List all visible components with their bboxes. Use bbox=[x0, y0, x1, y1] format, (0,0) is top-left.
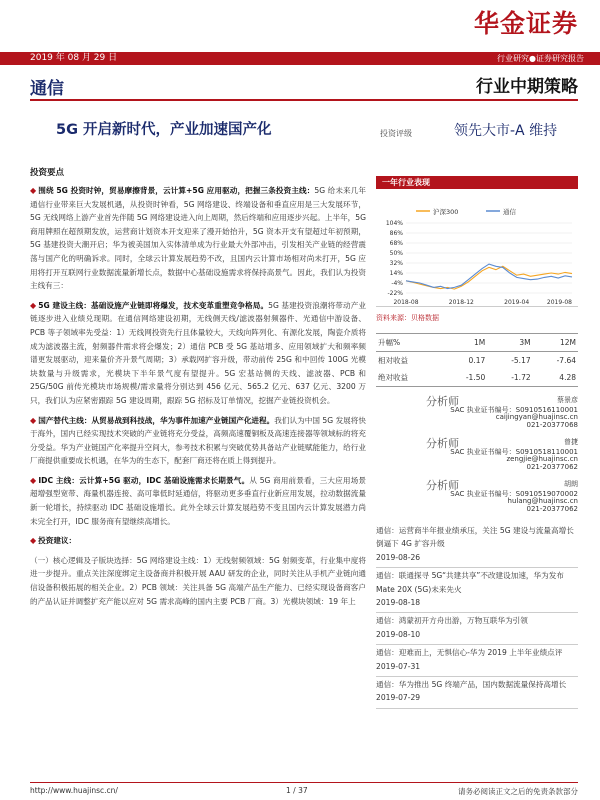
paragraph bbox=[30, 299, 366, 408]
perf-table bbox=[376, 333, 578, 387]
main-content bbox=[30, 166, 366, 614]
paragraph-text: 5G 基建投资浪潮将带动产业链逐步进入业绩兑现期。在通信网络建设初期，无线侧天线/滤波器射频器件、光通信中游设备、PCB 等子领域率先受益：1）无线网投资先行且体量较大，天线向阵列化、有源化发展，陶瓷介质将成为滤波器主流，射频器件需求将会爆发；2）通信 PCB 受 5G 基站增多、应用领域扩大和频率频谱更发展驱动，迎来量价齐升景气周期；3）承载网扩容升级，带动前传 25G 和中回传 100G 光模块数量与升级需求，光模块下半年景气度有望提升。5G 宏基站侧的天线、滤波器、PCB 和 25G/50G 前传光模块市场规模/需求量将分别达到 456 亿元、565.2 亿元、637 亿元、3200 万只，我们认为应紧密跟踪 5G 建设周期，跟踪 5G 招标及订单情况，挖掘产业链投资机会。 bbox=[30, 300, 366, 405]
y-tick-label: 86% bbox=[389, 230, 403, 237]
x-tick-label: 2019-08 bbox=[546, 299, 572, 306]
related-report-title: 通信：运营商半年报业绩承压，关注 5G 建设与流量高增长倒逼下 4G 扩容升级 bbox=[376, 526, 574, 549]
y-tick-label: 14% bbox=[389, 270, 403, 277]
chart-svg bbox=[376, 189, 578, 307]
paragraph-text: 从 5G 商用前景看，三大应用场景超增强型宽带、海量机器连接、高可靠低时延通信，将驱动更多垂直行业新应用发展，拉动数据流量新一轮增长，持续驱动 IDC 基础设施增长。此外全球云计算发展趋势不变且国内云计算发展潜力尚未完全打开，IDC 服务商有望继续高增长。 bbox=[30, 475, 366, 526]
analyst-cert: SAC 执业证书编号：S0910519070002 bbox=[450, 490, 578, 498]
analyst-card bbox=[376, 477, 578, 513]
table-cell: -1.50 bbox=[442, 369, 487, 387]
table-cell: -5.17 bbox=[511, 356, 531, 365]
section-heading: 投资要点 bbox=[30, 168, 65, 178]
industry-name: 通信 bbox=[30, 79, 64, 99]
analyst-label: 分析师 bbox=[426, 479, 459, 492]
analyst-label: 分析师 bbox=[426, 437, 459, 450]
footer-divider bbox=[30, 782, 578, 783]
report-type: 行业中期策略 bbox=[476, 77, 578, 97]
y-tick-label: 50% bbox=[389, 250, 403, 257]
analyst-email[interactable]: caijingyan@huajinsc.cn bbox=[495, 413, 578, 421]
table-cell: 4.28 bbox=[533, 369, 578, 387]
paragraph-text: 我们认为中国 5G 发展将快于海外，国内已经实现技术突破的产业链将充分受益，高频高速覆铜板及高速连接器等领域标的将充分受益。华为产业链国产化率提升空间大，参考技术积累与突破优势具备站产业链赋能能力，给行业厂商提供重要成长机遇，在华为的生态下，配套厂商还将在质上得到提升。 bbox=[30, 415, 367, 466]
table-cell: 绝对收益 bbox=[376, 369, 442, 387]
related-report-date: 2019-07-31 bbox=[376, 661, 421, 671]
analyst-email[interactable]: zengjie@huajinsc.cn bbox=[506, 455, 578, 463]
paragraph bbox=[30, 474, 366, 528]
bullet-icon: ◆ bbox=[30, 186, 37, 195]
related-report-item[interactable] bbox=[376, 523, 578, 568]
table-cell: 相对收益 bbox=[378, 356, 408, 365]
x-tick-label: 2018-12 bbox=[448, 299, 474, 306]
report-tags: 行业研究●证券研究报告 bbox=[497, 54, 584, 63]
analyst-email[interactable]: hulang@huajinsc.cn bbox=[507, 497, 578, 505]
paragraph-text: 5G 给未来几年通信行业带来巨大发展机遇，从投资时钟看，5G 网络建设、终端设备和垂直应用是三大发展环节，5G 无线网络上游产业首先伴随 5G 网络建设进入向上周期，然后终端和应用逐步兴起。上半年，5G 商用牌照在超预期发放，运营商计划资本开支迎来了漫开始抬升，5G 资本开支有望超过年初预期，5G 基建投资大潮开启；华为被美国加入实体清单成为行业最大外部冲击，引发相关产业链的经营震荡与国产化的明确诉求。同时，全球云计算发展趋势不改，且国内云计算市场相对尚未打开，5G 应用将打开互联网行业数据流量新增长点，数据中心基础设施需求将保持高景气。因此，我们认为投资主线有三： bbox=[30, 186, 367, 291]
analyst-label: 分析师 bbox=[426, 395, 459, 408]
analyst-name: 胡朗 bbox=[564, 480, 578, 488]
y-tick-label: -22% bbox=[387, 290, 403, 297]
paragraph: （一）核心逻辑及子版块选择：5G 网络建设主线：1）无线射频领域：5G 射频变革，行业集中度将进一步提升。重点关注深度绑定主设备商并积极开展 AAU 研发的企业，同时关注从手机产业链向通信设备积极拓展的相关企业。2）PCB 领域：关注具备 5G 高端产品生产能力、已经实现设备商客户的产品认证并调整扩充产能以应对 5G 需求高峰的国内主要 PCB 厂商。3）光模块领域：19 年上 bbox=[30, 555, 366, 606]
bullet-icon: ◆ bbox=[30, 536, 37, 546]
related-report-item[interactable] bbox=[376, 645, 578, 677]
related-report-date: 2019-08-26 bbox=[376, 552, 421, 562]
y-tick-label: 104% bbox=[385, 220, 403, 227]
bullet-icon: ◆ bbox=[30, 300, 37, 310]
related-report-item[interactable] bbox=[376, 568, 578, 613]
paragraph-lead: 国产替代主线：从贸易战到科技战，华为事件加速产业链国产化进程。 bbox=[38, 415, 275, 425]
related-report-title: 通信：鸿蒙初开方舟出游，万物互联华为引领 bbox=[376, 616, 528, 626]
x-tick-label: 2019-04 bbox=[504, 299, 530, 306]
related-report-item[interactable] bbox=[376, 677, 578, 709]
report-date: 2019 年 08 月 29 日 bbox=[30, 53, 118, 63]
header-divider bbox=[30, 99, 578, 101]
x-tick-label: 2018-08 bbox=[393, 299, 419, 306]
analyst-cert: SAC 执业证书编号：S0910518110001 bbox=[450, 448, 578, 456]
paragraph-lead: 5G 建设主线：基础设施产业链即将爆发，技术变革重塑竞争格局。 bbox=[38, 300, 269, 310]
table-row bbox=[376, 369, 578, 387]
rating-label: 投资评级 bbox=[380, 129, 412, 138]
y-tick-label: 32% bbox=[389, 260, 403, 267]
paragraph bbox=[30, 184, 366, 293]
table-header-row bbox=[376, 334, 578, 352]
analyst-card bbox=[376, 435, 578, 471]
sub-heading: 投资建议： bbox=[38, 536, 77, 546]
bullet-icon: ◆ bbox=[30, 415, 37, 425]
related-report-date: 2019-07-29 bbox=[376, 693, 421, 703]
related-report-date: 2019-08-10 bbox=[376, 629, 421, 639]
report-title: 5G 开启新时代，产业加速国产化 bbox=[56, 122, 272, 138]
table-header: 升幅% bbox=[376, 334, 442, 352]
analyst-phone: 021-20377062 bbox=[526, 505, 578, 513]
table-row bbox=[376, 352, 578, 370]
rating-value: 领先大市-A 维持 bbox=[454, 123, 558, 139]
related-report-item[interactable] bbox=[376, 613, 578, 645]
sidebar bbox=[376, 176, 578, 709]
related-reports bbox=[376, 523, 578, 709]
paragraph-lead: 围绕 5G 投资时钟，贸易摩擦背景，云计算+5G 应用驱动，把握三条投资主线： bbox=[38, 186, 315, 195]
analyst-name: 曾捷 bbox=[564, 438, 578, 446]
company-logo: 华金证券 bbox=[473, 9, 578, 38]
legend-label: 通信 bbox=[503, 208, 516, 216]
paragraph-lead: IDC 主线：云计算+5G 驱动，IDC 基础设施需求长期景气。 bbox=[38, 475, 250, 485]
perf-chart bbox=[376, 189, 578, 307]
related-report-title: 通信：联通探寻 5G“共建共享”不改建设加速，华为发布 Mate 20X (5G)未来先火 bbox=[376, 571, 564, 594]
table-header: 12M bbox=[533, 334, 578, 352]
footer-url[interactable]: http://www.huajinsc.cn/ bbox=[30, 786, 118, 795]
table-cell: -7.64 bbox=[556, 356, 576, 365]
table-header: 1M bbox=[442, 334, 487, 352]
analyst-cert: SAC 执业证书编号：S0910516110001 bbox=[450, 406, 578, 414]
analyst-phone: 021-20377068 bbox=[526, 421, 578, 429]
analyst-name: 蔡景彦 bbox=[557, 396, 578, 404]
series-line-csi300 bbox=[406, 266, 572, 289]
related-report-title: 通信：迎难而上，无惧信心-华为 2019 上半年业绩点评 bbox=[376, 648, 563, 658]
paragraph bbox=[30, 534, 366, 548]
disclaimer-note: 请务必阅读正文之后的免责条款部分 bbox=[458, 787, 578, 796]
table-cell: -1.72 bbox=[487, 369, 532, 387]
y-tick-label: -4% bbox=[391, 280, 403, 287]
related-report-title: 通信：华为推出 5G 终端产品，国内数据流量保持高增长 bbox=[376, 680, 567, 690]
legend-label: 沪深300 bbox=[433, 208, 459, 216]
page-number: 1 / 37 bbox=[286, 786, 308, 795]
table-cell: 0.17 bbox=[468, 356, 486, 365]
chart-source: 资料来源：贝格数据 bbox=[376, 314, 439, 322]
bullet-icon: ◆ bbox=[30, 475, 37, 485]
analyst-phone: 021-20377062 bbox=[526, 463, 578, 471]
table-header: 3M bbox=[487, 334, 532, 352]
related-report-date: 2019-08-18 bbox=[376, 598, 421, 608]
y-tick-label: 68% bbox=[389, 240, 403, 247]
perf-section-header: 一年行业表现 bbox=[376, 176, 578, 189]
analyst-card bbox=[376, 393, 578, 429]
paragraph bbox=[30, 414, 366, 468]
